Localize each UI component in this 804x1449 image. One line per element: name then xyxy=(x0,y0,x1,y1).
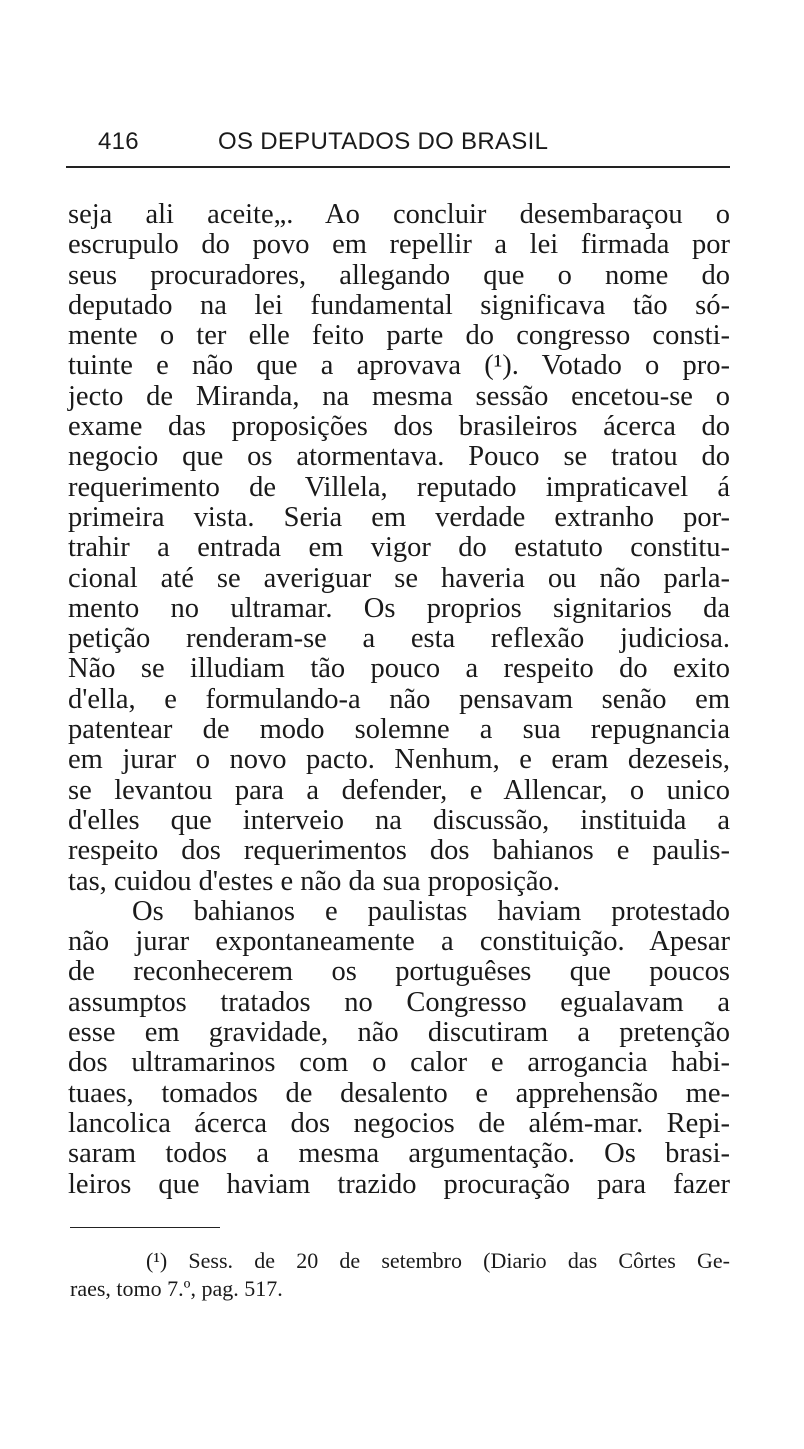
text-line: exame das proposições dos brasileiros ácerca do xyxy=(68,411,730,443)
page-header xyxy=(68,128,732,158)
text-line: d'elles que interveio na discussão, instituida a xyxy=(68,804,730,836)
text-line: lancolica ácerca dos negocios de além-mar. Repi- xyxy=(68,1107,730,1139)
footnote xyxy=(70,1247,730,1303)
text-line: tas, cuidou d'estes e não da sua proposição. xyxy=(68,865,560,897)
text-line: assumptos tratados no Congresso egualavam a xyxy=(68,986,730,1018)
footnote-rule xyxy=(70,1227,220,1228)
text-line: trahir a entrada em vigor do estatuto constitu- xyxy=(68,532,730,564)
text-line: dos ultramarinos com o calor e arrogancia habi- xyxy=(68,1047,730,1079)
text-line: patentear de modo solemne a sua repugnancia xyxy=(68,714,730,746)
text-line: negocio que os atormentava. Pouco se tratou do xyxy=(68,441,730,473)
text-line: Não se illudiam tão pouco a respeito do exito xyxy=(68,653,730,685)
footnote-line: raes, tomo 7.º, pag. 517. xyxy=(70,1276,283,1301)
text-line: seus procuradores, allegando que o nome do xyxy=(68,259,730,291)
text-line: mento no ultramar. Os proprios signitarios da xyxy=(68,592,730,624)
body-text xyxy=(68,200,730,1200)
text-line: d'ella, e formulando-a não pensavam senão em xyxy=(68,683,730,715)
text-line: seja ali aceite„. Ao concluir desembaraçou o xyxy=(68,199,730,230)
text-line: saram todos a mesma argumentação. Os brasi- xyxy=(68,1138,730,1170)
text-line: em jurar o novo pacto. Nenhum, e eram dezeseis, xyxy=(68,744,730,776)
text-line: primeira vista. Seria em verdade extranho por- xyxy=(68,501,730,533)
text-line: leiros que haviam trazido procuração para fazer xyxy=(68,1168,730,1200)
running-title: OS DEPUTADOS DO BRASIL xyxy=(218,128,549,155)
text-line: respeito dos requerimentos dos bahianos e paulis- xyxy=(68,835,730,867)
page-number: 416 xyxy=(98,128,139,155)
text-line: jecto de Miranda, na mesma sessão encetou-se o xyxy=(68,380,730,412)
text-line: tuinte e não que a aprovava (¹). Votado o pro- xyxy=(68,350,730,382)
text-line: Os bahianos e paulistas haviam protestado xyxy=(132,895,730,927)
text-line: deputado na lei fundamental significava tão só- xyxy=(68,289,730,321)
footnote-line: (¹) Sess. de 20 de setembro (Diario das Côrtes Ge- xyxy=(146,1248,730,1273)
text-line: petição renderam-se a esta reflexão judiciosa. xyxy=(68,623,730,655)
text-line: mente o ter elle feito parte do congresso consti- xyxy=(68,320,730,352)
text-line: não jurar expontaneamente a constituição. Apesar xyxy=(68,926,730,958)
text-line: esse em gravidade, não discutiram a pretenção xyxy=(68,1017,730,1049)
text-line: escrupulo do povo em repellir a lei firmada por xyxy=(68,229,730,261)
text-line: se levantou para a defender, e Allencar, o unico xyxy=(68,774,730,806)
text-line: requerimento de Villela, reputado impraticavel á xyxy=(68,471,730,503)
header-rule xyxy=(66,166,730,168)
text-line: tuaes, tomados de desalento e apprehensão me- xyxy=(68,1077,730,1109)
text-line: de reconhecerem os portuguêses que poucos xyxy=(68,956,730,988)
text-line: cional até se averiguar se haveria ou não parla- xyxy=(68,562,730,594)
